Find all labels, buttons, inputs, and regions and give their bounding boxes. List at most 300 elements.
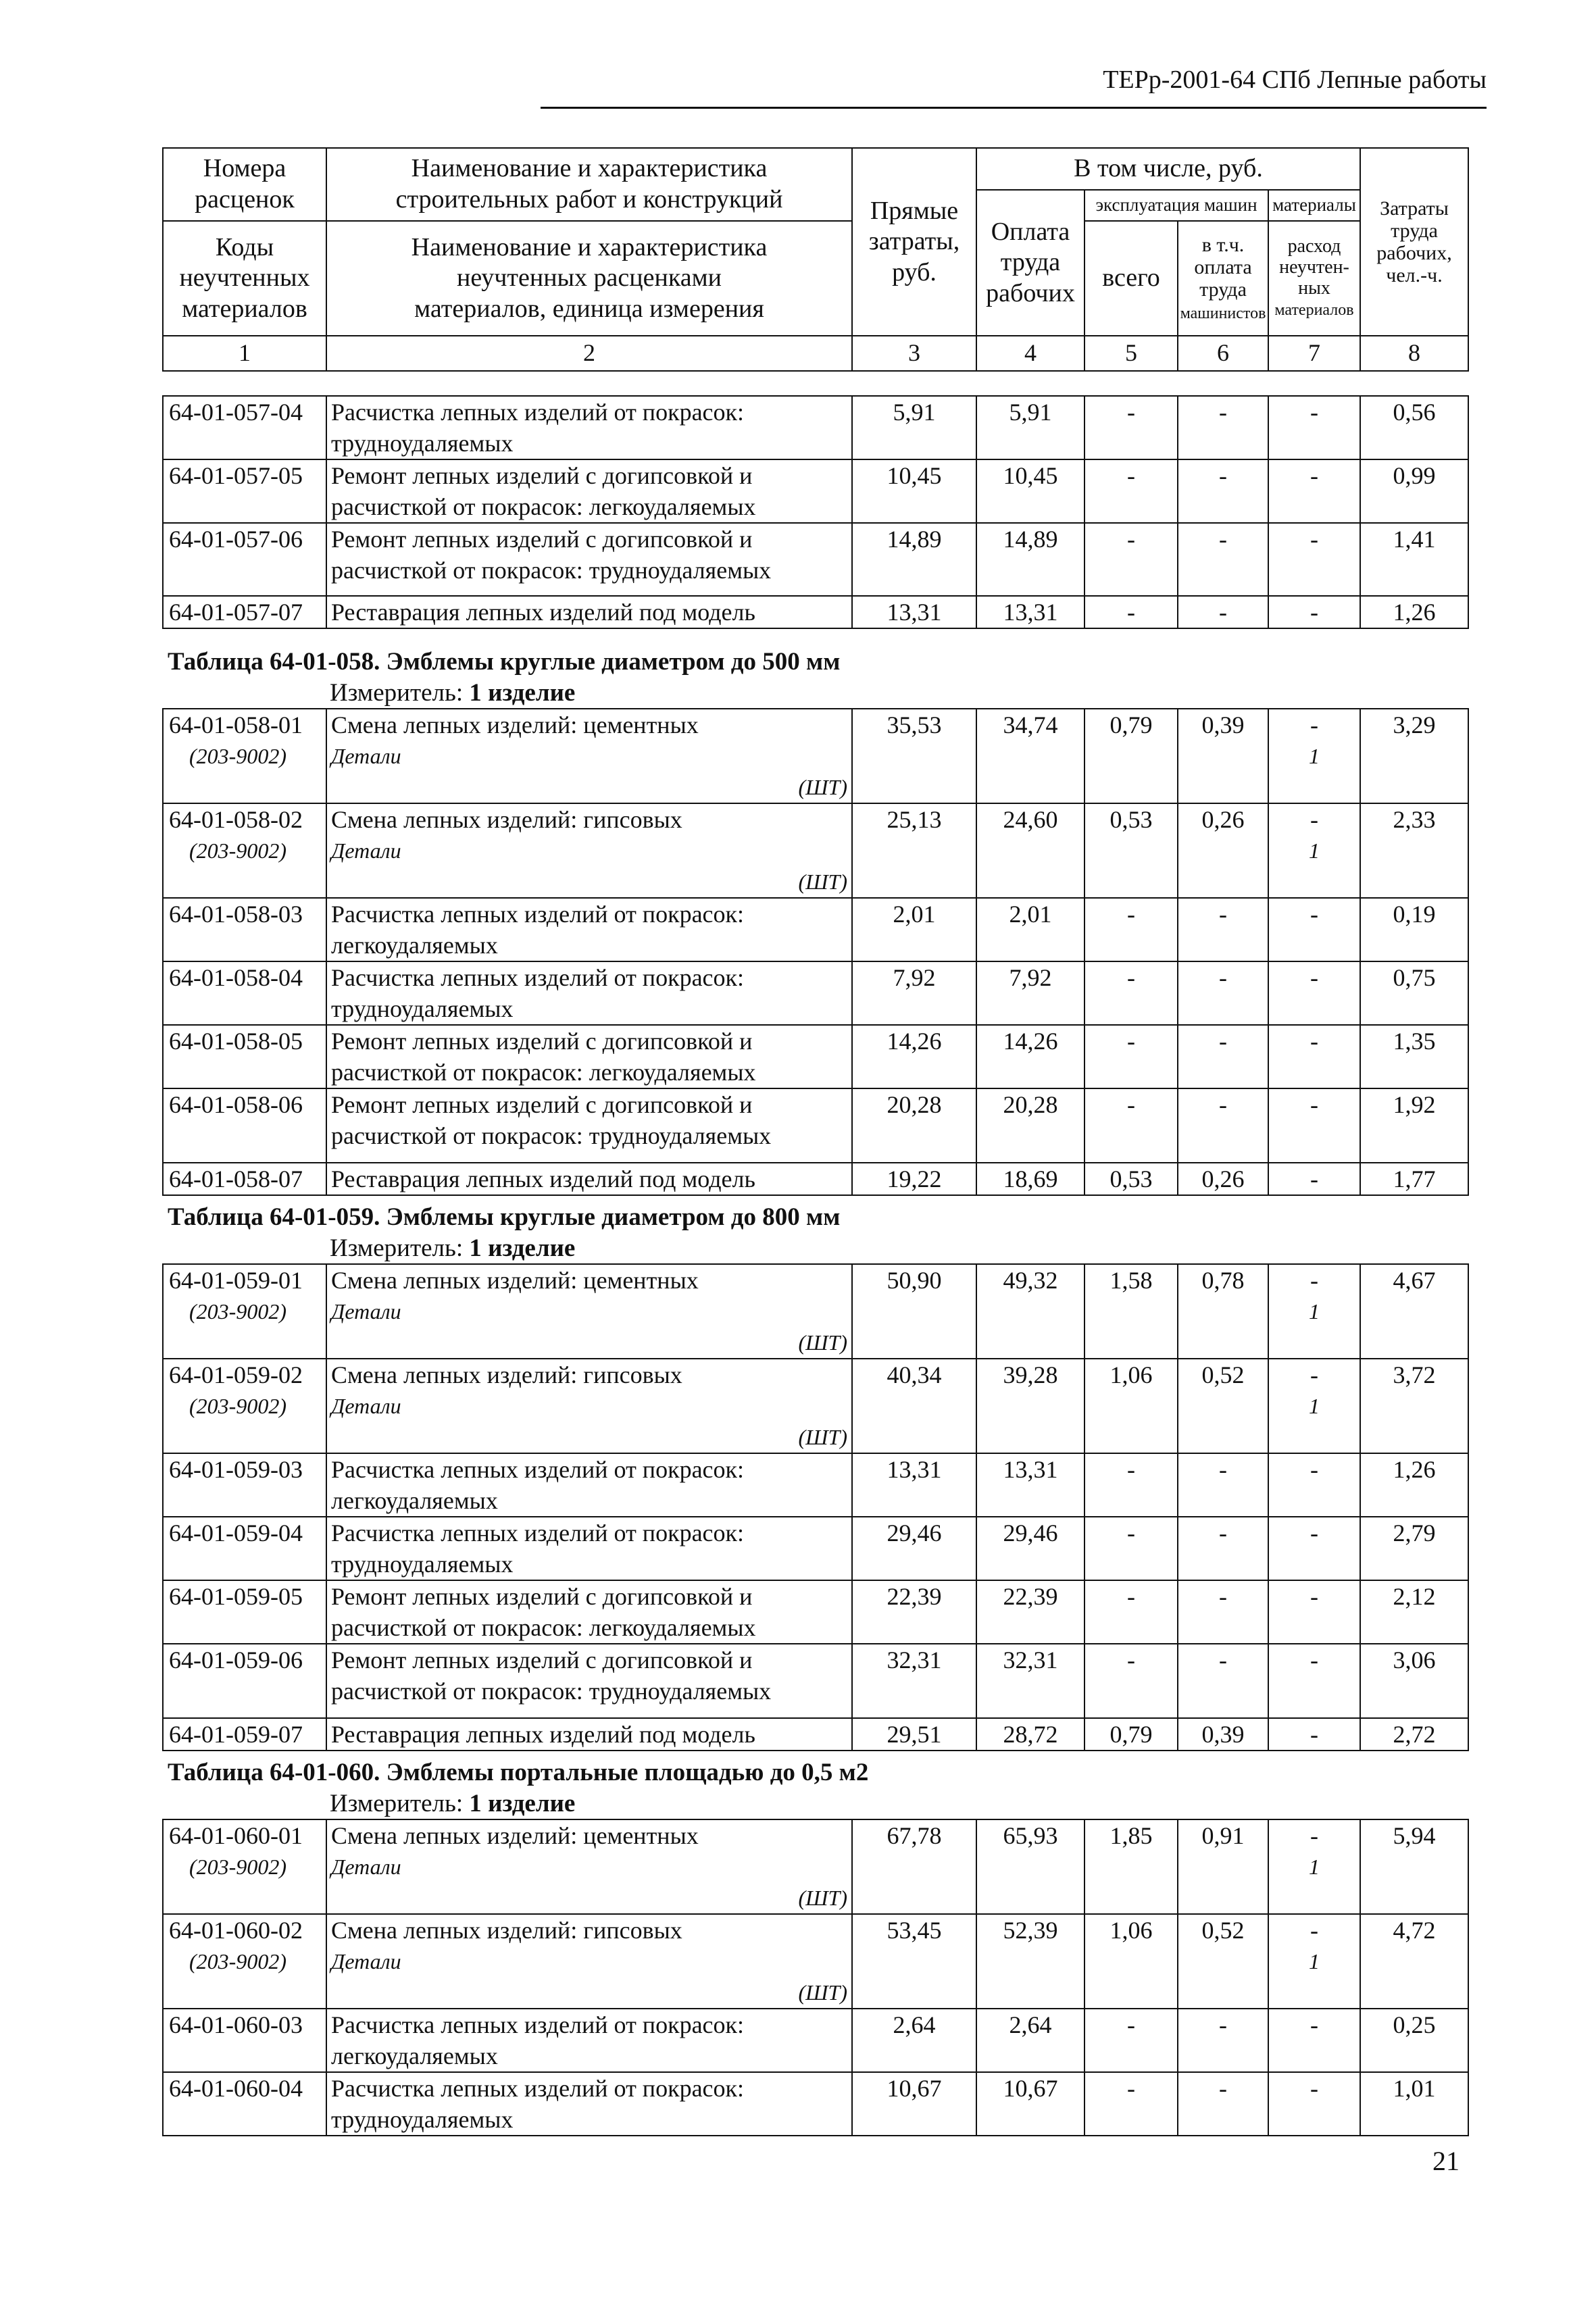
value-cell-c4 bbox=[976, 523, 1084, 596]
value-c6: - bbox=[1219, 462, 1227, 489]
work-name-cell bbox=[326, 459, 852, 523]
col-header-materials: материалы bbox=[1268, 190, 1360, 221]
value-c6: - bbox=[1219, 2075, 1227, 2102]
work-name: Ремонт лепных изделий с догипсовкой и расчисткой от покрасок: легкоудаляемых bbox=[331, 1583, 756, 1641]
table-row bbox=[163, 1163, 1468, 1195]
material-unit: (ШТ) bbox=[798, 1980, 847, 2005]
value-c7: - bbox=[1310, 2011, 1318, 2038]
table-row bbox=[163, 1580, 1468, 1644]
value-cell-c7 bbox=[1268, 1644, 1360, 1718]
col-number: 5 bbox=[1084, 336, 1178, 371]
value-c8: 1,92 bbox=[1393, 1091, 1436, 1118]
material-code: (203-9002) bbox=[189, 1299, 286, 1324]
value-cell-c6 bbox=[1178, 459, 1268, 523]
value-c3: 50,90 bbox=[887, 1267, 942, 1294]
col-header-total: всего bbox=[1084, 221, 1178, 336]
rate-code-cell bbox=[163, 1718, 326, 1751]
value-cell-c7 bbox=[1268, 709, 1360, 803]
value-c4: 24,60 bbox=[1003, 806, 1058, 833]
value-c4: 34,74 bbox=[1003, 711, 1058, 738]
value-cell-c4 bbox=[976, 2072, 1084, 2136]
value-cell-c8 bbox=[1360, 396, 1468, 459]
value-cell-c6 bbox=[1178, 898, 1268, 961]
value-cell-c5 bbox=[1084, 1580, 1178, 1644]
value-cell-c5 bbox=[1084, 1718, 1178, 1751]
rate-code: 64-01-058-06 bbox=[169, 1091, 303, 1118]
value-cell-c6 bbox=[1178, 1025, 1268, 1088]
value-c4: 52,39 bbox=[1003, 1917, 1058, 1944]
value-c5: 1,06 bbox=[1109, 1917, 1153, 1944]
value-c3: 20,28 bbox=[887, 1091, 942, 1118]
meter-value: 1 изделие bbox=[469, 1234, 576, 1262]
work-name: Смена лепных изделий: цементных bbox=[331, 1267, 699, 1294]
value-cell-c5 bbox=[1084, 2009, 1178, 2072]
material-unit: (ШТ) bbox=[798, 1425, 847, 1449]
rate-code-cell bbox=[163, 2009, 326, 2072]
rate-code: 64-01-057-04 bbox=[169, 399, 303, 426]
rate-code: 64-01-057-05 bbox=[169, 462, 303, 489]
value-cell-c5 bbox=[1084, 1264, 1178, 1359]
rate-code-cell bbox=[163, 1088, 326, 1163]
value-cell-c3 bbox=[852, 1025, 976, 1088]
material-code: (203-9002) bbox=[189, 1394, 286, 1418]
work-name: Реставрация лепных изделий под модель bbox=[331, 599, 755, 626]
value-cell-c5 bbox=[1084, 1088, 1178, 1163]
value-c5: - bbox=[1127, 399, 1135, 426]
value-cell-c5 bbox=[1084, 961, 1178, 1025]
value-cell-c8 bbox=[1360, 2009, 1468, 2072]
rate-code-cell bbox=[163, 1517, 326, 1580]
value-cell-c4 bbox=[976, 1819, 1084, 1914]
table-caption: Таблица 64-01-059. Эмблемы круглые диаметром до 800 мм bbox=[168, 1203, 841, 1231]
value-c6: 0,52 bbox=[1201, 1361, 1245, 1388]
value-cell-c8 bbox=[1360, 898, 1468, 961]
rate-code: 64-01-058-01 bbox=[169, 711, 303, 738]
value-c7: - bbox=[1310, 964, 1318, 991]
value-cell-c7 bbox=[1268, 1819, 1360, 1914]
rate-table bbox=[162, 1819, 1469, 2136]
value-cell-c6 bbox=[1178, 396, 1268, 459]
value-c3: 14,26 bbox=[887, 1028, 942, 1055]
value-cell-c8 bbox=[1360, 803, 1468, 898]
value-c4: 65,93 bbox=[1003, 1822, 1058, 1849]
value-c3: 5,91 bbox=[893, 399, 936, 426]
table-row bbox=[163, 1359, 1468, 1453]
value-c8: 5,94 bbox=[1393, 1822, 1436, 1849]
value-c8: 0,75 bbox=[1393, 964, 1436, 991]
value-c7: - bbox=[1310, 526, 1318, 553]
value-cell-c6 bbox=[1178, 1644, 1268, 1718]
value-c6: 0,78 bbox=[1201, 1267, 1245, 1294]
value-cell-c6 bbox=[1178, 596, 1268, 628]
value-cell-c4 bbox=[976, 1359, 1084, 1453]
value-cell-c5 bbox=[1084, 459, 1178, 523]
rate-code: 64-01-060-01 bbox=[169, 1822, 303, 1849]
material-usage: 1 bbox=[1309, 838, 1320, 863]
value-c5: 0,79 bbox=[1109, 711, 1153, 738]
rate-code: 64-01-059-05 bbox=[169, 1583, 303, 1610]
value-c6: - bbox=[1219, 1646, 1227, 1674]
value-c7: - bbox=[1310, 806, 1318, 833]
column-header-table bbox=[162, 147, 1469, 372]
value-c5: - bbox=[1127, 1091, 1135, 1118]
value-c6: 0,26 bbox=[1201, 1165, 1245, 1192]
value-cell-c8 bbox=[1360, 596, 1468, 628]
rate-code: 64-01-060-02 bbox=[169, 1917, 303, 1944]
value-c3: 22,39 bbox=[887, 1583, 942, 1610]
rate-code: 64-01-057-07 bbox=[169, 599, 303, 626]
col-header-work-name: Наименование и характеристика строительных работ и конструкций bbox=[326, 148, 852, 221]
value-cell-c4 bbox=[976, 1264, 1084, 1359]
value-cell-c4 bbox=[976, 1453, 1084, 1517]
value-cell-c3 bbox=[852, 596, 976, 628]
table-caption: Таблица 64-01-058. Эмблемы круглые диаметром до 500 мм bbox=[168, 648, 841, 676]
value-cell-c7 bbox=[1268, 1088, 1360, 1163]
table-row bbox=[163, 1025, 1468, 1088]
value-cell-c7 bbox=[1268, 596, 1360, 628]
value-cell-c3 bbox=[852, 2072, 976, 2136]
value-cell-c7 bbox=[1268, 961, 1360, 1025]
meter-value: 1 изделие bbox=[469, 679, 576, 707]
work-name-cell bbox=[326, 1517, 852, 1580]
value-c8: 2,33 bbox=[1393, 806, 1436, 833]
value-c8: 0,56 bbox=[1393, 399, 1436, 426]
material-name: Детали bbox=[331, 838, 401, 863]
table-row bbox=[163, 1264, 1468, 1359]
value-cell-c7 bbox=[1268, 2009, 1360, 2072]
value-c8: 3,29 bbox=[1393, 711, 1436, 738]
rate-code: 64-01-058-02 bbox=[169, 806, 303, 833]
value-cell-c4 bbox=[976, 596, 1084, 628]
value-cell-c4 bbox=[976, 1718, 1084, 1751]
value-c7: - bbox=[1310, 1646, 1318, 1674]
value-cell-c7 bbox=[1268, 1025, 1360, 1088]
rate-code: 64-01-060-03 bbox=[169, 2011, 303, 2038]
value-c7: - bbox=[1310, 1456, 1318, 1483]
work-name-cell bbox=[326, 803, 852, 898]
value-cell-c8 bbox=[1360, 1517, 1468, 1580]
rate-code: 64-01-060-04 bbox=[169, 2075, 303, 2102]
work-name: Расчистка лепных изделий от покрасок: легкоудаляемых bbox=[331, 901, 745, 959]
work-name-cell bbox=[326, 396, 852, 459]
work-name: Расчистка лепных изделий от покрасок: трудноудаляемых bbox=[331, 964, 745, 1022]
material-code: (203-9002) bbox=[189, 744, 286, 768]
rate-code-cell bbox=[163, 396, 326, 459]
value-c7: - bbox=[1310, 1028, 1318, 1055]
value-cell-c3 bbox=[852, 1914, 976, 2009]
value-c8: 1,41 bbox=[1393, 526, 1436, 553]
value-c5: - bbox=[1127, 1519, 1135, 1546]
value-cell-c5 bbox=[1084, 1819, 1178, 1914]
value-cell-c4 bbox=[976, 459, 1084, 523]
value-c7: - bbox=[1310, 1583, 1318, 1610]
value-c5: - bbox=[1127, 462, 1135, 489]
value-cell-c4 bbox=[976, 961, 1084, 1025]
value-cell-c8 bbox=[1360, 1580, 1468, 1644]
value-cell-c8 bbox=[1360, 961, 1468, 1025]
rate-code-cell bbox=[163, 459, 326, 523]
rate-code-cell bbox=[163, 523, 326, 596]
material-usage: 1 bbox=[1309, 744, 1320, 768]
value-cell-c6 bbox=[1178, 1359, 1268, 1453]
work-name-cell bbox=[326, 1453, 852, 1517]
value-cell-c8 bbox=[1360, 709, 1468, 803]
col-header-pay: Оплата труда рабочих bbox=[976, 190, 1084, 336]
value-c5: - bbox=[1127, 599, 1135, 626]
value-cell-c8 bbox=[1360, 1453, 1468, 1517]
value-cell-c7 bbox=[1268, 1914, 1360, 2009]
value-cell-c5 bbox=[1084, 1517, 1178, 1580]
value-c4: 10,45 bbox=[1003, 462, 1058, 489]
col-header-codes: Коды неучтенных материалов bbox=[163, 221, 326, 336]
value-c5: 1,58 bbox=[1109, 1267, 1153, 1294]
value-c7: - bbox=[1310, 1361, 1318, 1388]
table-meter bbox=[330, 1234, 575, 1263]
table-row bbox=[163, 1088, 1468, 1163]
value-c8: 3,06 bbox=[1393, 1646, 1436, 1674]
value-c6: 0,39 bbox=[1201, 711, 1245, 738]
work-name: Ремонт лепных изделий с догипсовкой и расчисткой от покрасок: легкоудаляемых bbox=[331, 462, 756, 520]
col-number: 7 bbox=[1268, 336, 1360, 371]
work-name: Ремонт лепных изделий с догипсовкой и расчисткой от покрасок: трудноудаляемых bbox=[331, 1646, 772, 1705]
value-cell-c7 bbox=[1268, 1580, 1360, 1644]
work-name: Реставрация лепных изделий под модель bbox=[331, 1721, 755, 1748]
value-c6: - bbox=[1219, 599, 1227, 626]
value-c5: 1,06 bbox=[1109, 1361, 1153, 1388]
value-c5: - bbox=[1127, 1583, 1135, 1610]
value-c7: - bbox=[1310, 1091, 1318, 1118]
rate-code: 64-01-059-03 bbox=[169, 1456, 303, 1483]
work-name: Ремонт лепных изделий с догипсовкой и расчисткой от покрасок: легкоудаляемых bbox=[331, 1028, 756, 1086]
material-name: Детали bbox=[331, 1949, 401, 1973]
value-c8: 0,25 bbox=[1393, 2011, 1436, 2038]
rate-code-cell bbox=[163, 898, 326, 961]
value-c3: 13,31 bbox=[887, 1456, 942, 1483]
value-c5: 0,53 bbox=[1109, 806, 1153, 833]
rate-code-cell bbox=[163, 961, 326, 1025]
rate-code: 64-01-058-04 bbox=[169, 964, 303, 991]
rate-code-cell bbox=[163, 1359, 326, 1453]
material-unit: (ШТ) bbox=[798, 1886, 847, 1910]
rate-code-cell bbox=[163, 1819, 326, 1914]
value-cell-c4 bbox=[976, 709, 1084, 803]
work-name-cell bbox=[326, 1025, 852, 1088]
value-c3: 7,92 bbox=[893, 964, 936, 991]
value-c6: - bbox=[1219, 964, 1227, 991]
work-name-cell bbox=[326, 523, 852, 596]
value-cell-c5 bbox=[1084, 898, 1178, 961]
value-cell-c8 bbox=[1360, 1359, 1468, 1453]
table-meter bbox=[330, 678, 575, 707]
col-number: 4 bbox=[976, 336, 1084, 371]
work-name-cell bbox=[326, 1914, 852, 2009]
table-meter bbox=[330, 1789, 575, 1818]
value-cell-c3 bbox=[852, 1517, 976, 1580]
value-c5: - bbox=[1127, 964, 1135, 991]
col-header-materials-name: Наименование и характеристика неучтенных расценками материалов, единица измерения bbox=[326, 221, 852, 336]
value-c4: 14,89 bbox=[1003, 526, 1058, 553]
value-cell-c5 bbox=[1084, 396, 1178, 459]
rate-code-cell bbox=[163, 1914, 326, 2009]
value-cell-c3 bbox=[852, 2009, 976, 2072]
value-c3: 35,53 bbox=[887, 711, 942, 738]
rate-code: 64-01-059-01 bbox=[169, 1267, 303, 1294]
work-name-cell bbox=[326, 709, 852, 803]
value-cell-c3 bbox=[852, 396, 976, 459]
value-c5: 0,53 bbox=[1109, 1165, 1153, 1192]
table-row bbox=[163, 596, 1468, 628]
value-cell-c6 bbox=[1178, 1088, 1268, 1163]
value-cell-c7 bbox=[1268, 1359, 1360, 1453]
value-c6: 0,39 bbox=[1201, 1721, 1245, 1748]
value-cell-c3 bbox=[852, 459, 976, 523]
value-c8: 4,72 bbox=[1393, 1917, 1436, 1944]
value-cell-c6 bbox=[1178, 1163, 1268, 1195]
value-cell-c3 bbox=[852, 961, 976, 1025]
value-cell-c4 bbox=[976, 898, 1084, 961]
value-cell-c6 bbox=[1178, 1914, 1268, 2009]
value-cell-c6 bbox=[1178, 1580, 1268, 1644]
value-c6: - bbox=[1219, 1583, 1227, 1610]
value-cell-c7 bbox=[1268, 1163, 1360, 1195]
page-number: 21 bbox=[1432, 2146, 1460, 2176]
col-header-labor: Затраты труда рабочих, чел.-ч. bbox=[1360, 148, 1468, 336]
value-cell-c6 bbox=[1178, 523, 1268, 596]
value-cell-c7 bbox=[1268, 898, 1360, 961]
value-cell-c3 bbox=[852, 1264, 976, 1359]
rate-code-cell bbox=[163, 709, 326, 803]
rate-code-cell bbox=[163, 2072, 326, 2136]
value-c3: 10,67 bbox=[887, 2075, 942, 2102]
value-cell-c5 bbox=[1084, 803, 1178, 898]
value-c3: 13,31 bbox=[887, 599, 942, 626]
value-cell-c5 bbox=[1084, 596, 1178, 628]
value-c4: 5,91 bbox=[1009, 399, 1052, 426]
value-cell-c3 bbox=[852, 1580, 976, 1644]
rate-code-cell bbox=[163, 1453, 326, 1517]
table-row bbox=[163, 1517, 1468, 1580]
value-c4: 49,32 bbox=[1003, 1267, 1058, 1294]
value-c4: 13,31 bbox=[1003, 1456, 1058, 1483]
value-c3: 29,46 bbox=[887, 1519, 942, 1546]
value-cell-c5 bbox=[1084, 1914, 1178, 2009]
rate-table bbox=[162, 708, 1469, 1196]
value-c4: 2,01 bbox=[1009, 901, 1052, 928]
col-header-use: расход неучтен-ных материалов bbox=[1268, 221, 1360, 336]
value-cell-c6 bbox=[1178, 1453, 1268, 1517]
value-c7: - bbox=[1310, 711, 1318, 738]
value-c8: 1,26 bbox=[1393, 599, 1436, 626]
rate-code: 64-01-058-07 bbox=[169, 1165, 303, 1192]
value-cell-c5 bbox=[1084, 709, 1178, 803]
work-name-cell bbox=[326, 596, 852, 628]
value-c7: - bbox=[1310, 462, 1318, 489]
value-c4: 22,39 bbox=[1003, 1583, 1058, 1610]
value-c4: 29,46 bbox=[1003, 1519, 1058, 1546]
value-c6: - bbox=[1219, 1456, 1227, 1483]
work-name: Расчистка лепных изделий от покрасок: трудноудаляемых bbox=[331, 1519, 745, 1578]
value-c7: - bbox=[1310, 1267, 1318, 1294]
value-c5: - bbox=[1127, 1028, 1135, 1055]
value-c5: - bbox=[1127, 901, 1135, 928]
col-number: 1 bbox=[163, 336, 326, 371]
value-c7: - bbox=[1310, 1917, 1318, 1944]
table-row bbox=[163, 523, 1468, 596]
value-c4: 7,92 bbox=[1009, 964, 1052, 991]
value-cell-c3 bbox=[852, 1163, 976, 1195]
value-c4: 39,28 bbox=[1003, 1361, 1058, 1388]
meter-label: Измеритель: bbox=[330, 679, 464, 707]
col-header-direct-cost: Прямые затраты, руб. bbox=[852, 148, 976, 336]
value-cell-c4 bbox=[976, 803, 1084, 898]
value-c6: - bbox=[1219, 2011, 1227, 2038]
value-cell-c6 bbox=[1178, 1718, 1268, 1751]
value-c8: 2,79 bbox=[1393, 1519, 1436, 1546]
rate-code-cell bbox=[163, 1025, 326, 1088]
value-c6: - bbox=[1219, 1091, 1227, 1118]
col-number: 2 bbox=[326, 336, 852, 371]
value-c7: - bbox=[1310, 399, 1318, 426]
meter-label: Измеритель: bbox=[330, 1790, 464, 1817]
material-usage: 1 bbox=[1309, 1394, 1320, 1418]
table-row bbox=[163, 961, 1468, 1025]
material-name: Детали bbox=[331, 744, 401, 768]
work-name: Смена лепных изделий: цементных bbox=[331, 711, 699, 738]
value-c4: 20,28 bbox=[1003, 1091, 1058, 1118]
value-cell-c3 bbox=[852, 1718, 976, 1751]
value-c4: 10,67 bbox=[1003, 2075, 1058, 2102]
rate-code: 64-01-059-06 bbox=[169, 1646, 303, 1674]
table-row bbox=[163, 1453, 1468, 1517]
work-name: Расчистка лепных изделий от покрасок: трудноудаляемых bbox=[331, 399, 745, 457]
rate-code: 64-01-059-07 bbox=[169, 1721, 303, 1748]
value-c7: - bbox=[1310, 1721, 1318, 1748]
value-c8: 1,77 bbox=[1393, 1165, 1436, 1192]
work-name-cell bbox=[326, 1718, 852, 1751]
material-unit: (ШТ) bbox=[798, 870, 847, 894]
col-number: 6 bbox=[1178, 336, 1268, 371]
rate-table bbox=[162, 1263, 1469, 1751]
table-caption: Таблица 64-01-060. Эмблемы портальные площадью до 0,5 м2 bbox=[168, 1759, 869, 1786]
table-row bbox=[163, 2072, 1468, 2136]
value-cell-c6 bbox=[1178, 961, 1268, 1025]
rate-code: 64-01-058-03 bbox=[169, 901, 303, 928]
value-cell-c7 bbox=[1268, 523, 1360, 596]
rate-table bbox=[162, 395, 1469, 629]
table-row bbox=[163, 1914, 1468, 2009]
work-name-cell bbox=[326, 898, 852, 961]
value-c5: - bbox=[1127, 2075, 1135, 2102]
material-name: Детали bbox=[331, 1394, 401, 1418]
value-c4: 2,64 bbox=[1009, 2011, 1052, 2038]
value-cell-c7 bbox=[1268, 396, 1360, 459]
value-c4: 18,69 bbox=[1003, 1165, 1058, 1192]
value-c7: - bbox=[1310, 2075, 1318, 2102]
value-c7: - bbox=[1310, 1519, 1318, 1546]
value-cell-c5 bbox=[1084, 1644, 1178, 1718]
material-code: (203-9002) bbox=[189, 1855, 286, 1879]
value-cell-c4 bbox=[976, 2009, 1084, 2072]
value-c8: 3,72 bbox=[1393, 1361, 1436, 1388]
work-name-cell bbox=[326, 1819, 852, 1914]
rate-code-cell bbox=[163, 803, 326, 898]
value-c8: 0,99 bbox=[1393, 462, 1436, 489]
value-cell-c6 bbox=[1178, 1517, 1268, 1580]
value-c6: - bbox=[1219, 1519, 1227, 1546]
value-cell-c4 bbox=[976, 1580, 1084, 1644]
table-row bbox=[163, 898, 1468, 961]
table-row bbox=[163, 803, 1468, 898]
